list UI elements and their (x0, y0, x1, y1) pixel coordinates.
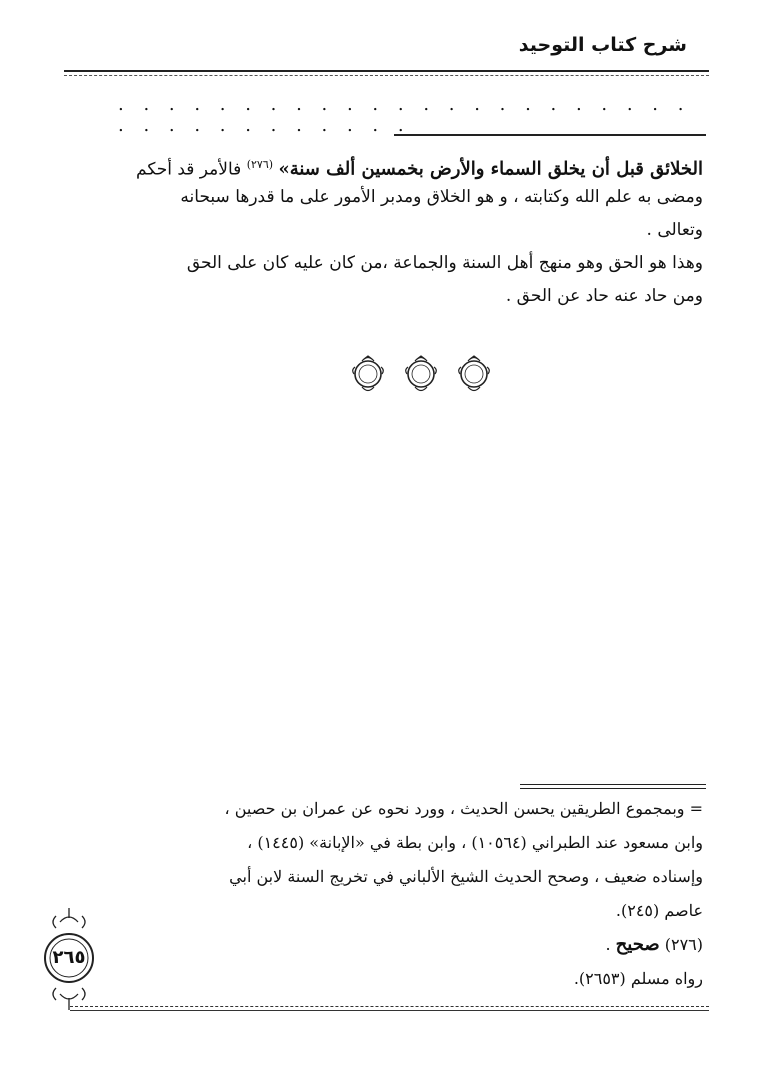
footnote-line-1: = وبمجموع الطريقين يحسن الحديث ، وورد نحوه عن عمران بن حصين ، (224, 799, 703, 818)
ornament-icon (456, 352, 492, 394)
page-number: ٢٦٥ (52, 947, 86, 968)
grade-period: . (605, 935, 611, 954)
footnote-line-2: وابن مسعود عند الطبراني (١٠٥٦٤) ، وابن بطة في «الإبانة» (١٤٤٥) ، (247, 833, 703, 852)
footnote-separator (520, 784, 706, 785)
bottom-dashed-rule (70, 1006, 709, 1007)
ornament-icon (350, 352, 386, 394)
body-line-2: ومضى به علم الله وكتابته ، و هو الخلاق ومدبر الأمور على ما قدرها سبحانه (180, 187, 703, 207)
ornament-icon (403, 352, 439, 394)
body-line-3: وتعالى . (646, 220, 703, 240)
footnotes (100, 792, 703, 996)
header-dashed-rule (64, 75, 709, 76)
section-rule (394, 134, 706, 136)
footnote-separator-2 (520, 788, 706, 789)
body-line-5: ومن حاد عنه حاد عن الحق . (505, 286, 703, 306)
grade-label: صحيح (615, 934, 660, 955)
footnote-number: (٢٧٦) (664, 935, 703, 954)
header-rule (64, 70, 709, 72)
bottom-rule (70, 1010, 709, 1011)
omission-dots: . . . . . . . . . . . . . . . . . . . . . . . . . . . . . . . . . . . (118, 94, 691, 136)
footnote-276 (100, 928, 703, 962)
body-line-4: وهذا هو الحق وهو منهج أهل السنة والجماعة ،من كان عليه كان على الحق (186, 253, 703, 273)
footnote-ref: (٢٧٦) (246, 158, 274, 171)
body-line-1-rest: فالأمر قد أحكم (136, 159, 242, 180)
main-text (118, 148, 703, 313)
footnote-line-4: عاصم (٢٤٥). (615, 901, 703, 920)
footnote-line-3: وإسناده ضعيف ، وصحح الحديث الشيخ الألباني في تخريج السنة لابن أبي (229, 867, 703, 886)
section-end-ornaments (350, 352, 492, 394)
running-header-title: شرح كتاب التوحيد (518, 34, 687, 56)
body-line-1 (118, 148, 703, 181)
hadith-quote: الخلائق قبل أن يخلق السماء والأرض بخمسين ألف سنة» (278, 158, 703, 180)
footnote-line-6: رواه مسلم (٢٦٥٣). (573, 969, 703, 988)
